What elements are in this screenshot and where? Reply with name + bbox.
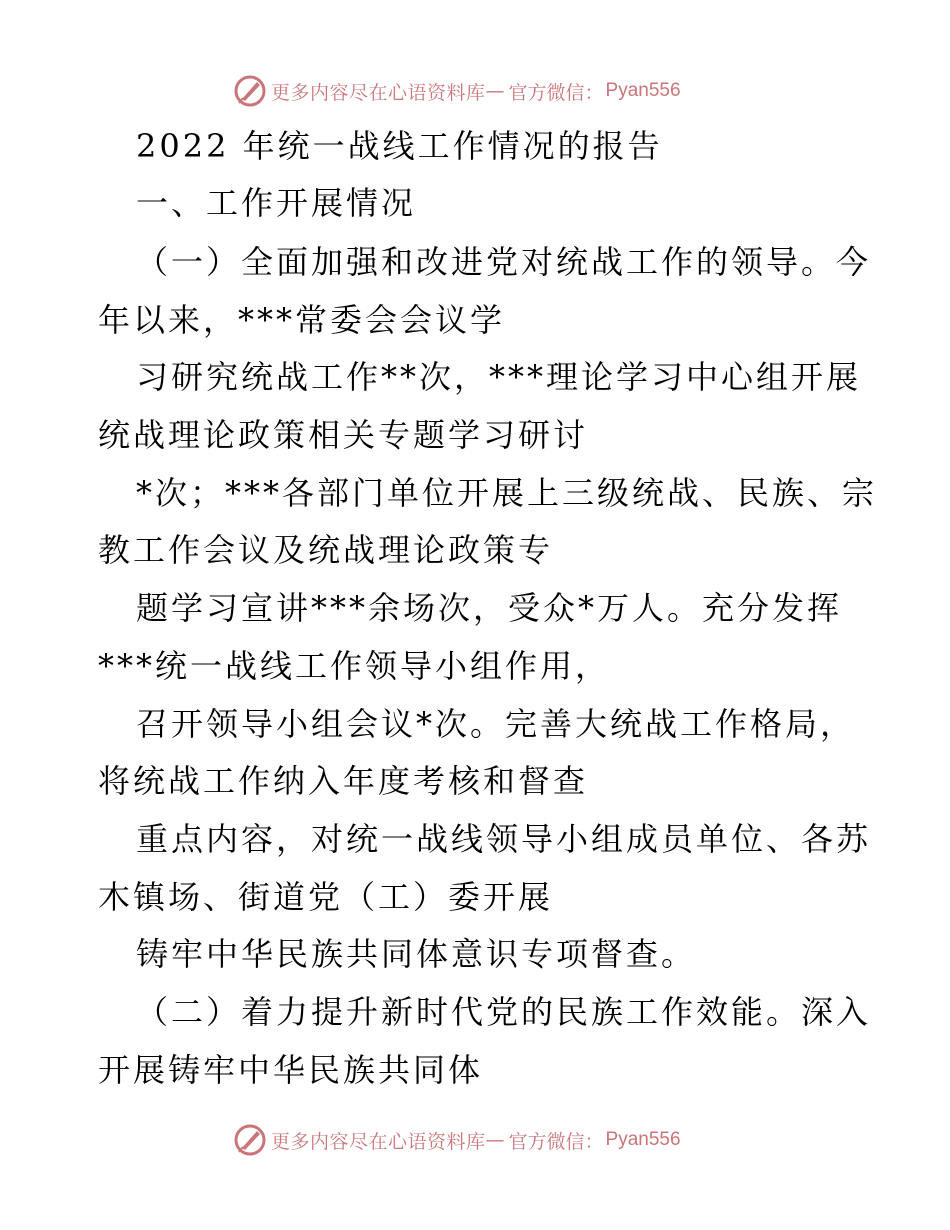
section-heading: 一、工作开展情况 [136, 184, 417, 222]
paragraph-line: 将统战工作纳入年度考核和督查 [98, 762, 589, 800]
paragraph-line: 教工作会议及统战理论政策专 [98, 531, 554, 569]
paragraph-line: 年以来，***常委会会议学 [98, 301, 506, 339]
paragraph-line: *次；***各部门单位开展上三级统战、民族、宗 [136, 474, 878, 512]
paragraph-line: 铸牢中华民族共同体意识专项督查。 [136, 935, 697, 973]
footer-watermark [233, 1122, 753, 1158]
watermark-dash: — [485, 1129, 505, 1151]
paragraph-line: （二）着力提升新时代党的民族工作效能。深入 [136, 993, 872, 1031]
paragraph-line: 题学习宣讲***余场次，受众*万人。充分发挥 [136, 589, 843, 627]
paragraph-line: 习研究统战工作**次，***理论学习中心组开展 [136, 358, 862, 396]
paragraph-line: （一）全面加强和改进党对统战工作的领导。今 [136, 243, 872, 281]
quill-logo-icon [233, 1123, 267, 1157]
watermark-dash: — [485, 80, 505, 102]
watermark-wechat-id: Pyan556 [605, 1129, 681, 1150]
paragraph-line: 木镇场、街道党（工）委开展 [98, 878, 554, 916]
watermark-wechat-id: Pyan556 [605, 80, 681, 101]
watermark-official-label: 官方微信： [508, 81, 604, 104]
paragraph-line: ***统一战线工作领导小组作用， [98, 647, 611, 685]
document-title: 2022 年统一战线工作情况的报告 [136, 127, 663, 165]
paragraph-line: 统战理论政策相关专题学习研讨 [98, 416, 589, 454]
watermark-slogan: 更多内容尽在心语资料库 [271, 1130, 486, 1153]
paragraph-line: 召开领导小组会议*次。完善大统战工作格局， [136, 705, 856, 743]
paragraph-line: 重点内容，对统一战线领导小组成员单位、各苏 [136, 820, 872, 858]
header-watermark [233, 73, 753, 109]
watermark-official-label: 官方微信： [508, 1130, 604, 1153]
paragraph-line: 开展铸牢中华民族共同体 [98, 1051, 484, 1089]
watermark-slogan: 更多内容尽在心语资料库 [271, 81, 486, 104]
quill-logo-icon [233, 74, 267, 108]
